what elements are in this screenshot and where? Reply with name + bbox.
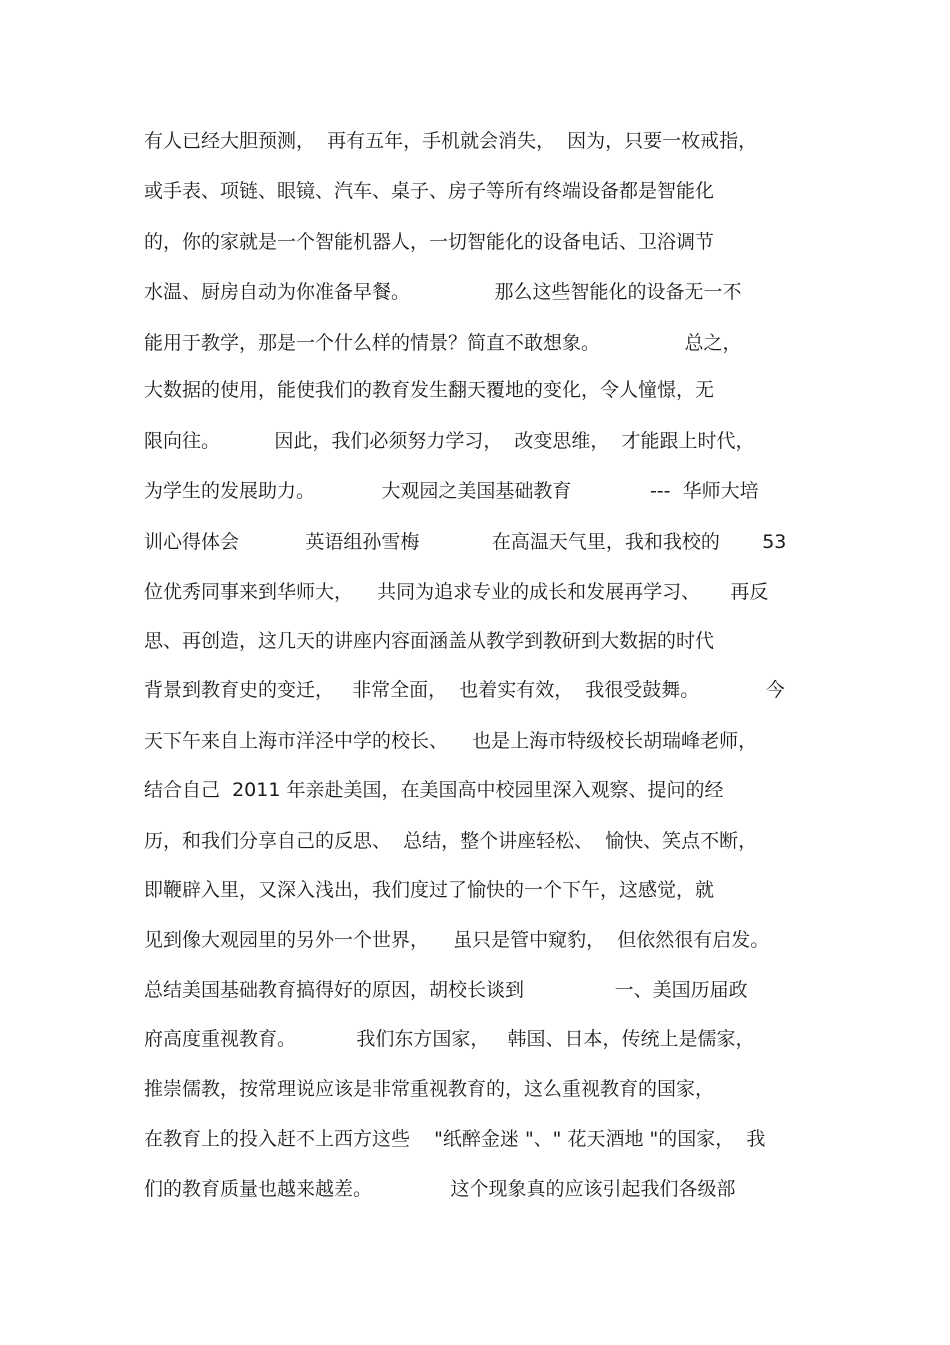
paragraph-line: 背景到教育史的变迁， 非常全面， 也着实有效， 我很受鼓舞。 今	[144, 679, 785, 701]
paragraph-line: 即鞭辟入里，又深入浅出，我们度过了愉快的一个下午，这感觉，就	[144, 879, 715, 901]
paragraph-line: 历，和我们分享自己的反思、 总结，整个讲座轻松、 愉快、笑点不断，	[144, 830, 758, 852]
paragraph-line: 在教育上的投入赶不上西方这些 "纸醉金迷 "、" 花天酒地 "的国家， 我	[144, 1128, 766, 1150]
paragraph-line: 或手表、项链、眼镜、汽车、桌子、房子等所有终端设备都是智能化	[144, 180, 715, 202]
paragraph-line: 水温、厨房自动为你准备早餐。 那么这些智能化的设备无一不	[144, 281, 742, 303]
paragraph-line: 的，你的家就是一个智能机器人，一切智能化的设备电话、卫浴调节	[144, 231, 715, 253]
paragraph-line: 大数据的使用，能使我们的教育发生翻天覆地的变化，令人憧憬，无	[144, 379, 715, 401]
paragraph-line: 思、再创造，这几天的讲座内容面涵盖从教学到教研到大数据的时代	[144, 630, 715, 652]
paragraph-line: 训心得体会 英语组孙雪梅 在高温天气里，我和我校的 53	[144, 531, 787, 553]
paragraph-line: 位优秀同事来到华师大， 共同为追求专业的成长和发展再学习、 再反	[144, 581, 769, 603]
paragraph-line: 推崇儒教，按常理说应该是非常重视教育的，这么重视教育的国家，	[144, 1078, 715, 1100]
paragraph-line: 总结美国基础教育搞得好的原因，胡校长谈到 一、美国历届政	[144, 979, 748, 1001]
paragraph-line: 限向往。 因此，我们必须努力学习， 改变思维， 才能跟上时代，	[144, 430, 755, 452]
paragraph-line: 天下午来自上海市洋泾中学的校长、 也是上海市特级校长胡瑞峰老师，	[144, 730, 758, 752]
paragraph-line: 们的教育质量也越来越差。 这个现象真的应该引起我们各级部	[144, 1178, 736, 1200]
paragraph-line: 结合自己 2011 年亲赴美国，在美国高中校园里深入观察、提问的经	[144, 779, 724, 801]
paragraph-line: 府高度重视教育。 我们东方国家， 韩国、日本，传统上是儒家，	[144, 1028, 755, 1050]
paragraph-line: 见到像大观园里的另外一个世界， 虽只是管中窥豹， 但依然很有启发。	[144, 929, 770, 951]
paragraph-line: 能用于教学，那是一个什么样的情景？简直不敢想象。 总之，	[144, 332, 742, 354]
paragraph-line: 有人已经大胆预测， 再有五年，手机就会消失， 因为，只要一枚戒指，	[144, 130, 758, 152]
paragraph-line: 为学生的发展助力。 大观园之美国基础教育 --- 华师大培	[144, 480, 759, 502]
